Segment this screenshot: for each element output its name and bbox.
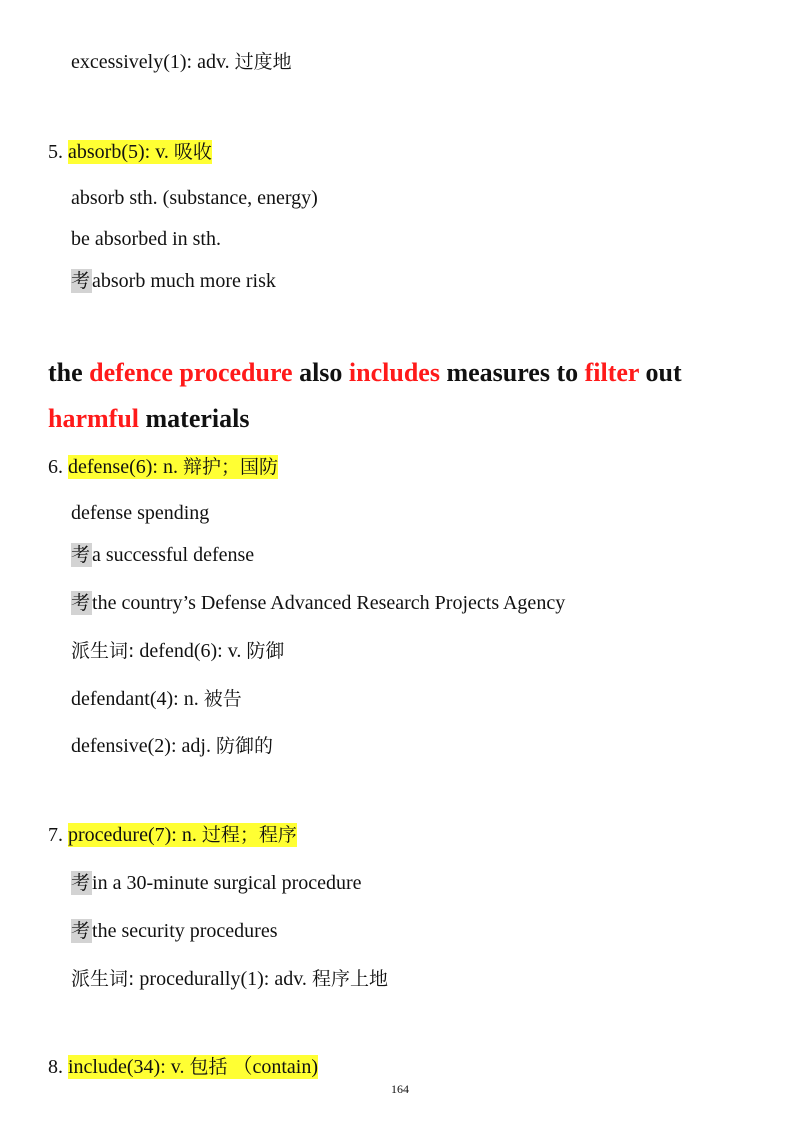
sentence-word: out [638,358,682,387]
kao-badge: 考 [71,270,91,292]
sentence-keyword: filter [584,358,639,387]
entry-absorb-heading [48,140,212,164]
definition-line-excessively [71,50,292,74]
entry-defense-heading [48,455,278,479]
derivative-en: procedurally(1): adv. [139,968,307,990]
derivative-zh: 防御 [246,640,285,662]
exam-example-line [71,919,278,943]
entry-procedure-heading [48,823,297,847]
sentence-word: measures to [439,358,585,387]
highlighted-headword [68,140,212,164]
derivative-zh: 被告 [203,688,242,710]
example-line: defense spending [71,502,210,524]
derivative-en: defensive(2): adj. [71,735,211,757]
exam-example-text: in a 30-minute surgical procedure [92,872,362,894]
exam-example-line [71,269,276,293]
derivative-en: defend(6): v. [139,640,242,662]
headword-zh: 过程；程序 [201,824,297,846]
derivative-line [71,687,242,711]
exam-example-text: absorb much more risk [92,270,276,292]
highlighted-headword [68,455,278,479]
derivative-line [71,734,273,758]
entry-number: 7. [48,824,63,846]
example-line: absorb sth. (substance, energy) [71,187,318,209]
kao-badge: 考 [71,872,91,894]
derivative-label: 派生词: [71,640,135,662]
entry-number: 8. [48,1056,63,1078]
example-line: be absorbed in sth. [71,228,221,250]
line-text-zh: 过度地 [234,51,292,73]
kao-badge: 考 [71,544,91,566]
entry-include-heading [48,1055,318,1079]
sentence-word: also [292,358,349,387]
key-sentence [48,350,768,442]
derivative-line [71,967,388,991]
kao-badge: 考 [71,592,91,614]
highlighted-headword [68,1055,318,1079]
line-text-en: excessively(1): adv. [71,51,230,73]
derivative-zh: 程序上地 [311,968,388,990]
exam-example-line [71,871,362,895]
sentence-word: materials [139,404,250,433]
headword-en: absorb(5): v. [68,141,169,163]
derivative-en: defendant(4): n. [71,688,199,710]
exam-example-text: the country’s Defense Advanced Research Projects Agency [92,592,566,614]
headword-en: procedure(7): n. [68,824,197,846]
highlighted-headword [68,823,297,847]
headword-en: include(34): v. [68,1056,185,1078]
headword-zh: 吸收 [173,141,212,163]
entry-number: 6. [48,456,63,478]
exam-example-text: a successful defense [92,544,255,566]
kao-badge: 考 [71,920,91,942]
exam-example-text: the security procedures [92,920,278,942]
page-number: 164 [391,1082,409,1096]
headword-zh: 辩护；国防 [182,456,278,478]
entry-number: 5. [48,141,63,163]
derivative-label: 派生词: [71,968,135,990]
headword-zh: 包括 [189,1056,228,1078]
sentence-word: the [48,358,90,387]
headword-en: defense(6): n. [68,456,178,478]
exam-example-line [71,591,565,615]
sentence-keyword: includes [348,358,440,387]
headword-extra: （contain) [232,1056,318,1078]
sentence-keyword: harmful [48,404,139,433]
derivative-zh: 防御的 [215,735,273,757]
derivative-line [71,639,284,663]
exam-example-line [71,543,254,567]
sentence-keyword: defence procedure [89,358,293,387]
